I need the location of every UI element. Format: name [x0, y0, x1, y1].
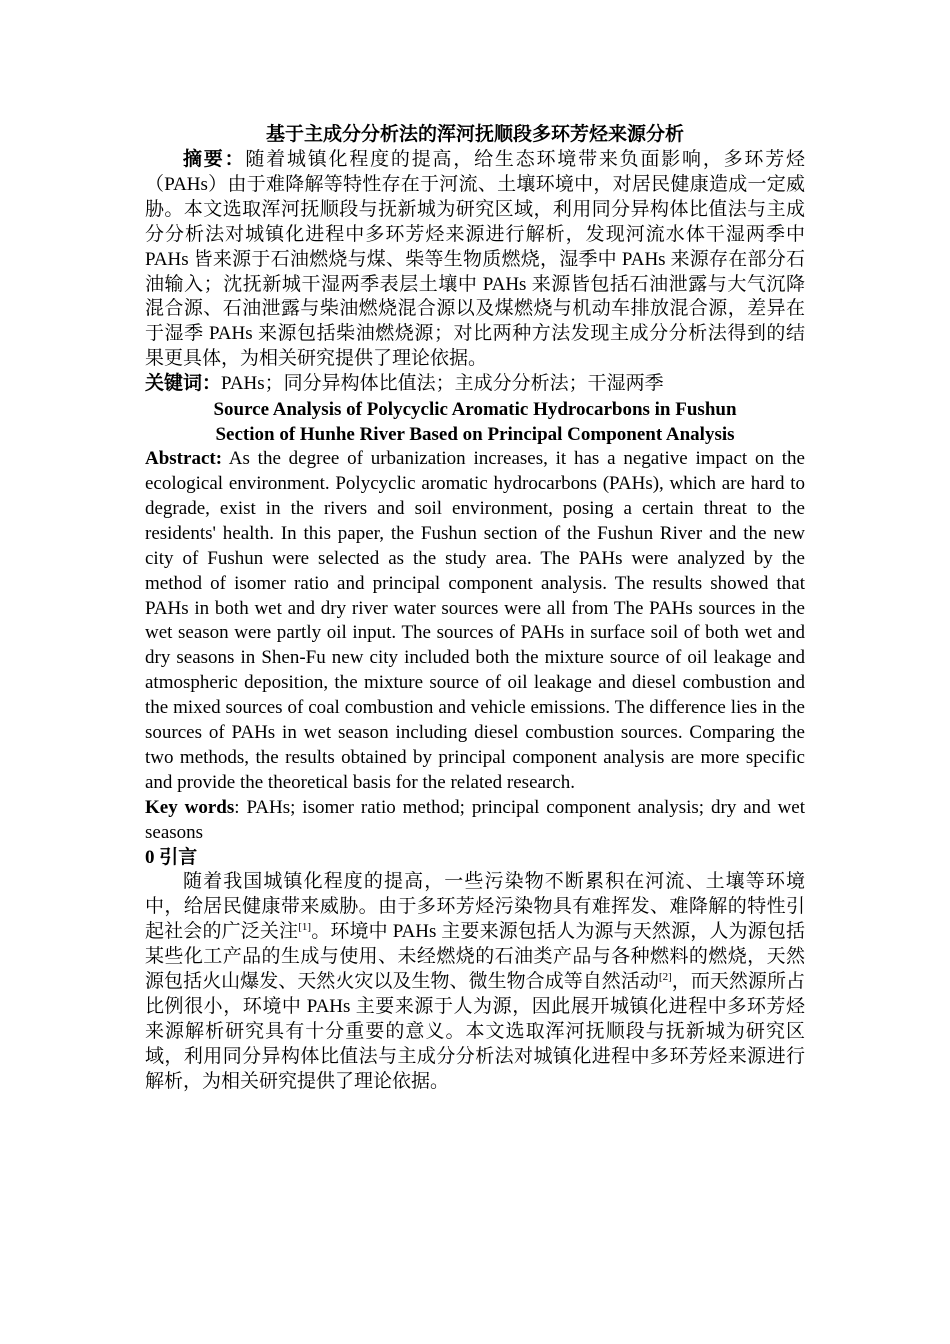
english-title [145, 397, 805, 447]
english-title-line1: Source Analysis of Polycyclic Aromatic Hydrocarbons in Fushun [213, 399, 737, 421]
introduction-paragraph [145, 870, 805, 1094]
english-title-line2: Section of Hunhe River Based on Principal Component Analysis [215, 424, 735, 446]
english-abstract-text: As the degree of urbanization increases, it has a negative impact on the ecological environment. Polycyclic aromatic hydrocarbons (PAHs), which are hard to degrade, exist in the rivers and soil environment, posing a certain threat to the residents' health. In this paper, the Fushun section of the Fushun River and the new city of Fushun were selected as the study area. The PAHs were analyzed by the method of isomer ratio and principal component analysis. The results showed that PAHs in both wet and dry river water sources were all from The PAHs sources in the wet season were partly oil input. The sources of PAHs in surface soil of both wet and dry seasons in Shen-Fu new city included both the mixture source of oil leakage and atmospheric deposition, the mixture source of oil leakage and diesel combustion and the mixed sources of coal combustion and vehicle emissions. The difference lies in the sources of PAHs in wet season including diesel combustion sources. Comparing the two methods, the results obtained by principal component analysis are more specific and provide the theoretical basis for the related research. [145, 448, 805, 793]
introduction-text-part1: 随着我国城镇化程度的提高，一些污染物不断累积在河流、土壤等环境中，给居民健康带来威胁。由于多环芳烃污染物具有难挥发、难降解的特性引起社会的广泛关注 [145, 871, 805, 943]
chinese-keywords [145, 372, 805, 397]
citation-ref-2: [2] [658, 971, 672, 984]
english-abstract [145, 447, 805, 796]
english-keywords-label: Key words [145, 796, 235, 818]
citation-ref-1: [1] [298, 921, 312, 934]
introduction-text-part3: ，而天然源所占比例很小，环境中 PAHs 主要来源于人为源，因此展开城镇化进程中多环芳烃来源解析研究具有十分重要的意义。本文选取浑河抚顺段与抚新城为研究区域，利用同分异构体比值法与主成分分析法对城镇化进程中多环芳烃来源进行解析，为相关研究提供了理论依据。 [145, 971, 805, 1092]
chinese-title: 基于主成分分析法的浑河抚顺段多环芳烃来源分析 [265, 124, 684, 145]
english-keywords-text: : PAHs; isomer ratio method; principal component analysis; dry and wet seasons [145, 796, 806, 843]
chinese-abstract-text: 随着城镇化程度的提高，给生态环境带来负面影响，多环芳烃（PAHs）由于难降解等特性存在于河流、土壤环境中，对居民健康造成一定威胁。本文选取浑河抚顺段与抚新城为研究区域，利用同分异构体比值法与主成分分析法对城镇化进程中多环芳烃来源进行解析，发现河流水体干湿两季中 PAHs 皆来源于石油燃烧与煤、柴等生物质燃烧，湿季中 PAHs 来源存在部分石油输入；沈抚新城干湿两季表层土壤中 PAHs 来源皆包括石油泄露与大气沉降混合源、石油泄露与柴油燃烧混合源以及煤燃烧与机动车排放混合源，差异在于湿季 PAHs 来源包括柴油燃烧源；对比两种方法发现主成分分析法得到的结果更具体，为相关研究提供了理论依据。 [145, 149, 805, 370]
section-heading-introduction: 0 引言 [145, 846, 198, 868]
chinese-keywords-text: PAHs；同分异构体比值法；主成分分析法；干湿两季 [221, 373, 664, 395]
chinese-keywords-label: 关键词： [145, 373, 222, 395]
introduction-text-part2: 。环境中 PAHs 主要来源包括人为源与天然源，人为源包括某些化工产品的生成与使用、未经燃烧的石油类产品与各种燃料的燃烧，天然源包括火山爆发、天然火灾以及生物、微生物合成等自然活动 [145, 921, 805, 993]
english-abstract-label: Abstract: [145, 448, 223, 470]
english-keywords [145, 796, 805, 846]
chinese-abstract-label: 摘要： [183, 149, 246, 170]
paper-page [145, 122, 805, 1095]
chinese-abstract [145, 148, 805, 372]
